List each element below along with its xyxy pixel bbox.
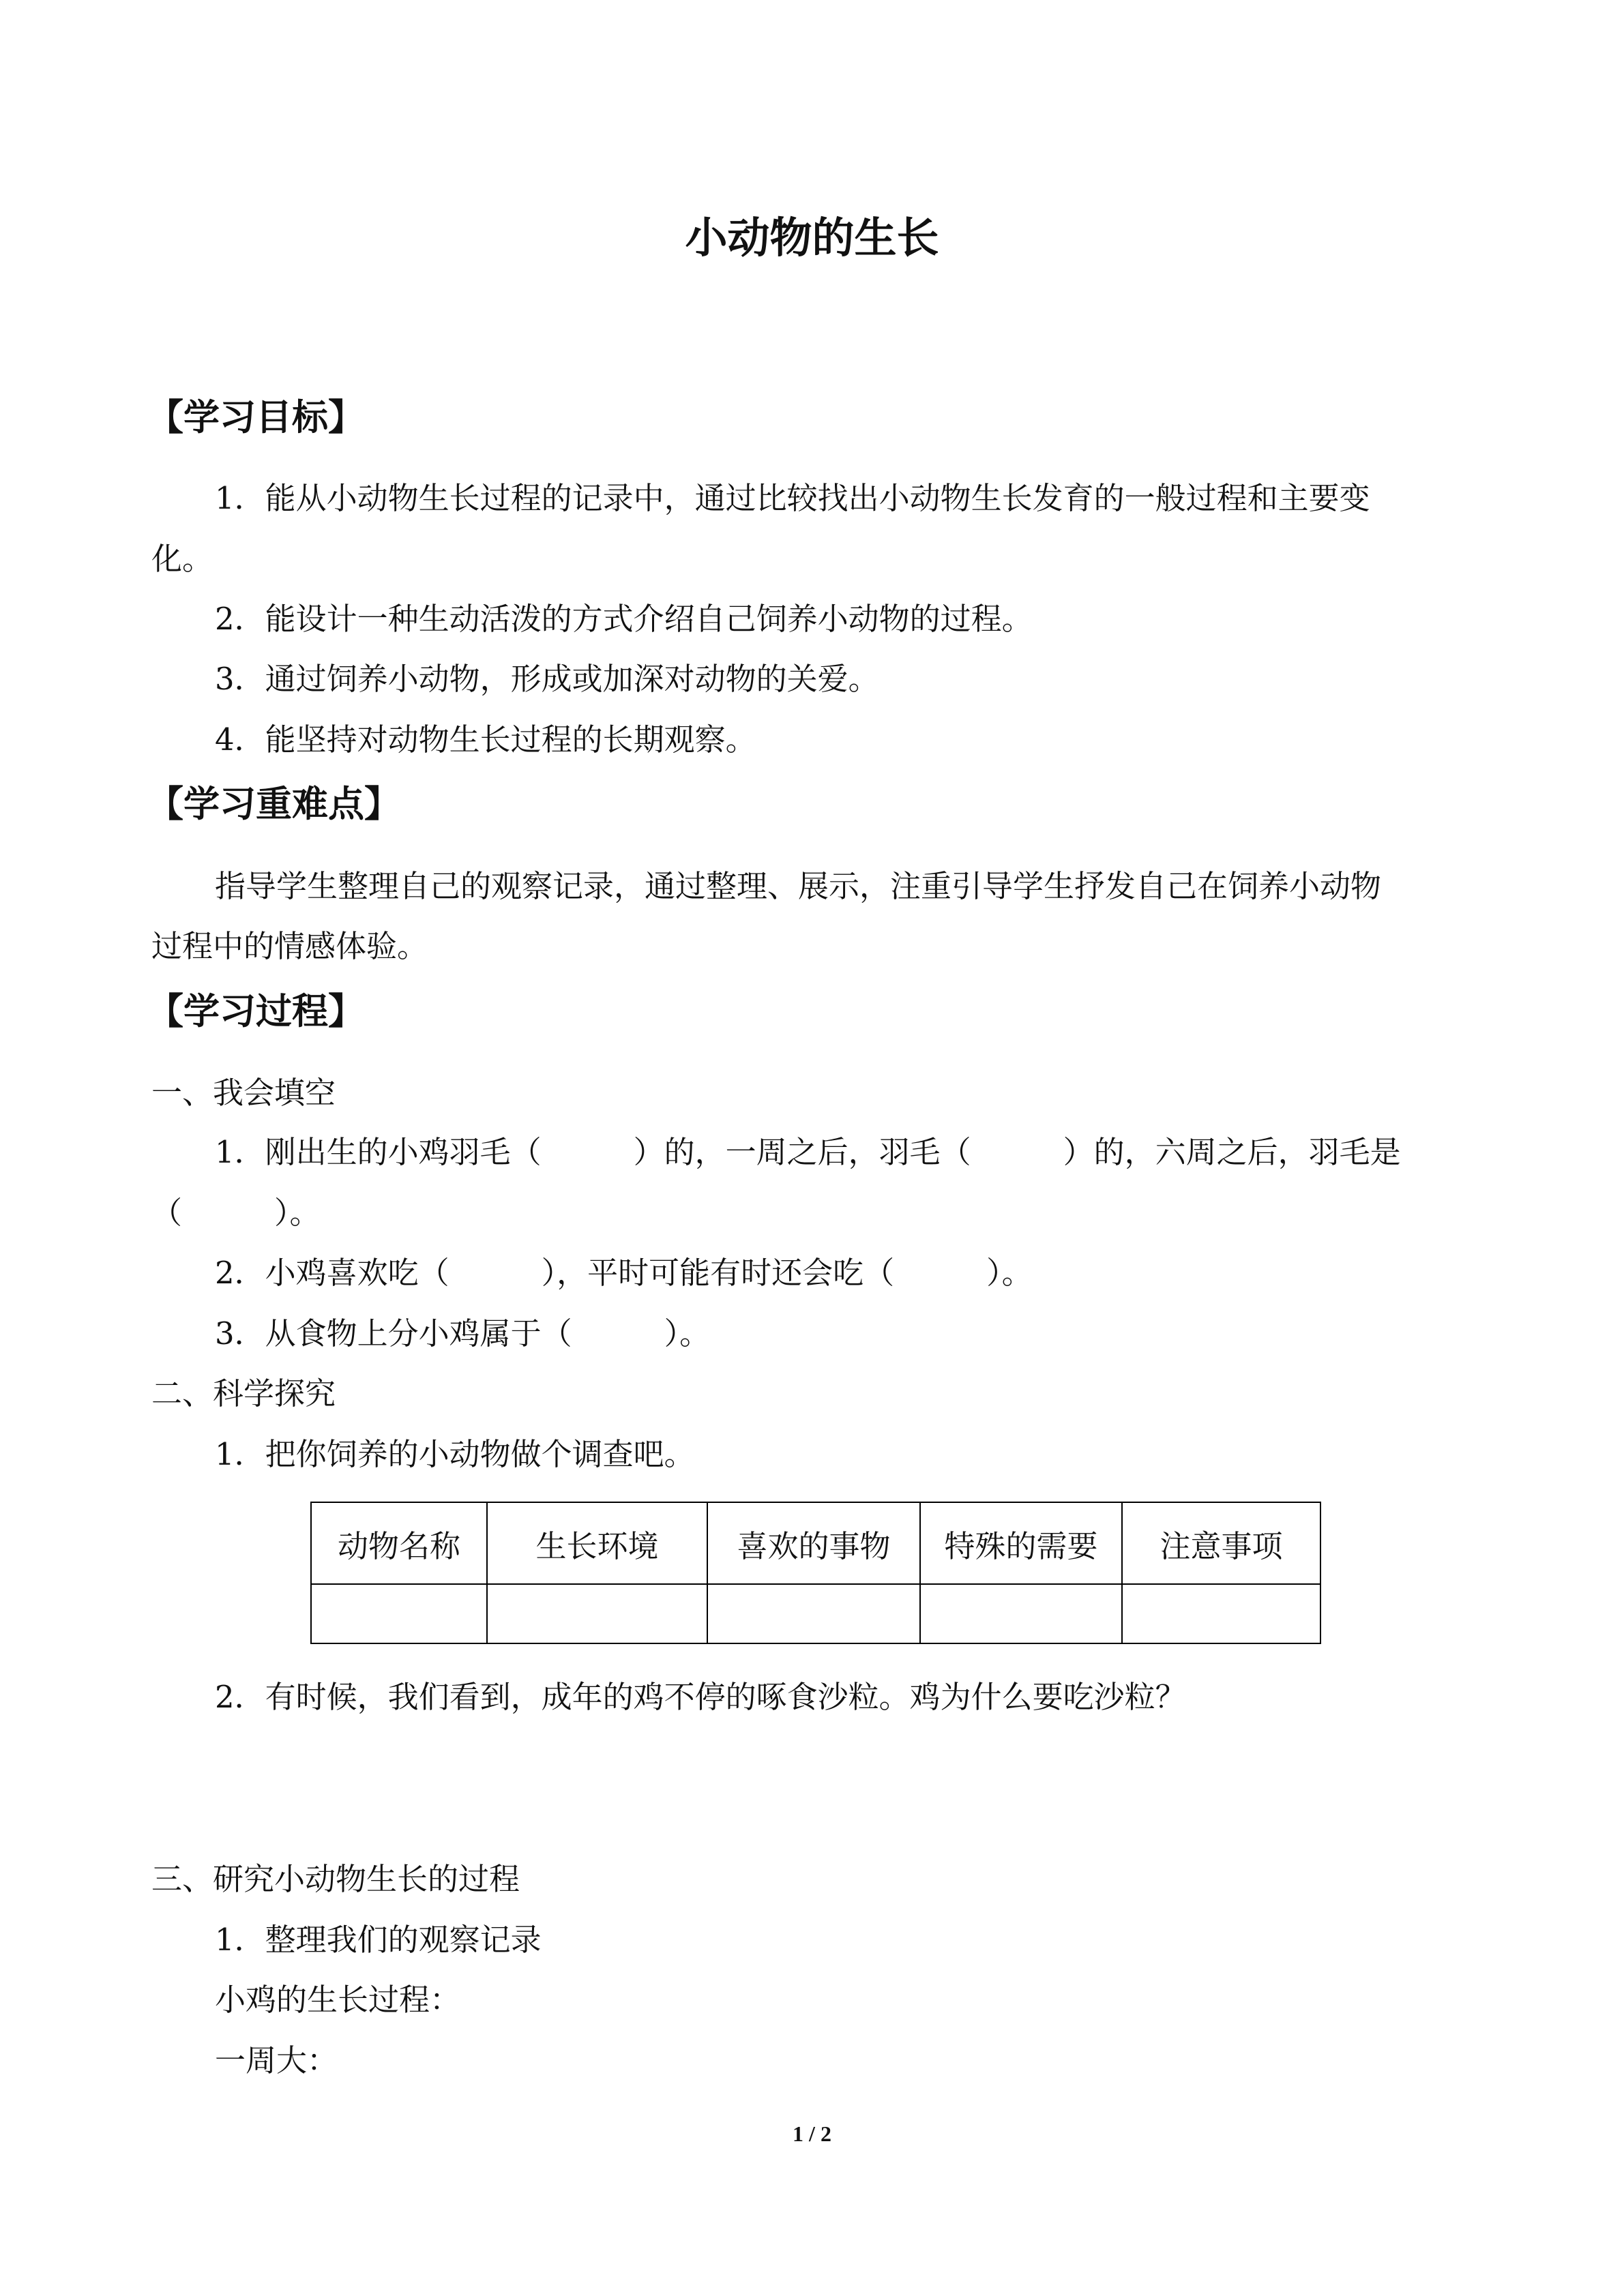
survey-blank-cell[interactable] xyxy=(1122,1584,1320,1643)
fill-blank-q1-cont: （ ）。 xyxy=(151,1195,321,1231)
survey-blank-row xyxy=(311,1584,1320,1643)
survey-blank-cell[interactable] xyxy=(707,1584,920,1643)
objective-item-4: 4．能坚持对动物生长过程的长期观察。 xyxy=(215,721,756,758)
survey-table xyxy=(310,1502,1321,1644)
fill-blank-q2: 2．小鸡喜欢吃（ ），平时可能有时还会吃（ ）。 xyxy=(215,1255,1033,1291)
survey-header-cell: 注意事项 xyxy=(1122,1502,1320,1584)
chick-growth-label: 小鸡的生长过程： xyxy=(215,1982,461,2018)
objective-item-3: 3．通过饲养小动物，形成或加深对动物的关爱。 xyxy=(215,661,879,697)
one-week-label: 一周大： xyxy=(215,2042,338,2078)
key-points-line-2: 过程中的情感体验。 xyxy=(151,928,428,964)
process-heading: 【学习过程】 xyxy=(147,991,364,1032)
survey-blank-cell[interactable] xyxy=(920,1584,1122,1643)
survey-question: 1．把你饲养的小动物做个调查吧。 xyxy=(215,1436,695,1472)
survey-header-cell: 特殊的需要 xyxy=(920,1502,1122,1584)
objectives-heading: 【学习目标】 xyxy=(147,397,364,438)
survey-header-cell: 生长环境 xyxy=(487,1502,707,1584)
fill-blank-q1: 1．刚出生的小鸡羽毛（ ）的，一周之后，羽毛（ ）的，六周之后，羽毛是 xyxy=(215,1134,1401,1170)
objective-item-2: 2．能设计一种生动活泼的方式介绍自己饲养小动物的过程。 xyxy=(215,601,1033,637)
sand-question: 2．有时候，我们看到，成年的鸡不停的啄食沙粒。鸡为什么要吃沙粒？ xyxy=(215,1679,1186,1715)
survey-header-cell: 喜欢的事物 xyxy=(707,1502,920,1584)
survey-blank-cell[interactable] xyxy=(487,1584,707,1643)
page-number: 1 / 2 xyxy=(793,2121,831,2146)
objective-item-1-cont: 化。 xyxy=(151,541,213,577)
observation-record-item: 1．整理我们的观察记录 xyxy=(215,1922,542,1958)
page-title: 小动物的生长 xyxy=(685,213,939,263)
key-points-line-1: 指导学生整理自己的观察记录，通过整理、展示，注重引导学生抒发自己在饲养小动物 xyxy=(215,868,1382,904)
survey-header-cell: 动物名称 xyxy=(311,1502,487,1584)
objective-item-1: 1．能从小动物生长过程的记录中，通过比较找出小动物生长发育的一般过程和主要变 xyxy=(215,480,1370,516)
fill-blank-q3: 3．从食物上分小鸡属于（ ）。 xyxy=(215,1315,711,1352)
section3-title: 三、研究小动物生长的过程 xyxy=(151,1861,520,1897)
section2-title: 二、科学探究 xyxy=(151,1375,336,1412)
survey-header-row xyxy=(311,1502,1320,1584)
survey-blank-cell[interactable] xyxy=(311,1584,487,1643)
section1-title: 一、我会填空 xyxy=(151,1075,336,1111)
key-points-heading: 【学习重难点】 xyxy=(147,784,400,825)
